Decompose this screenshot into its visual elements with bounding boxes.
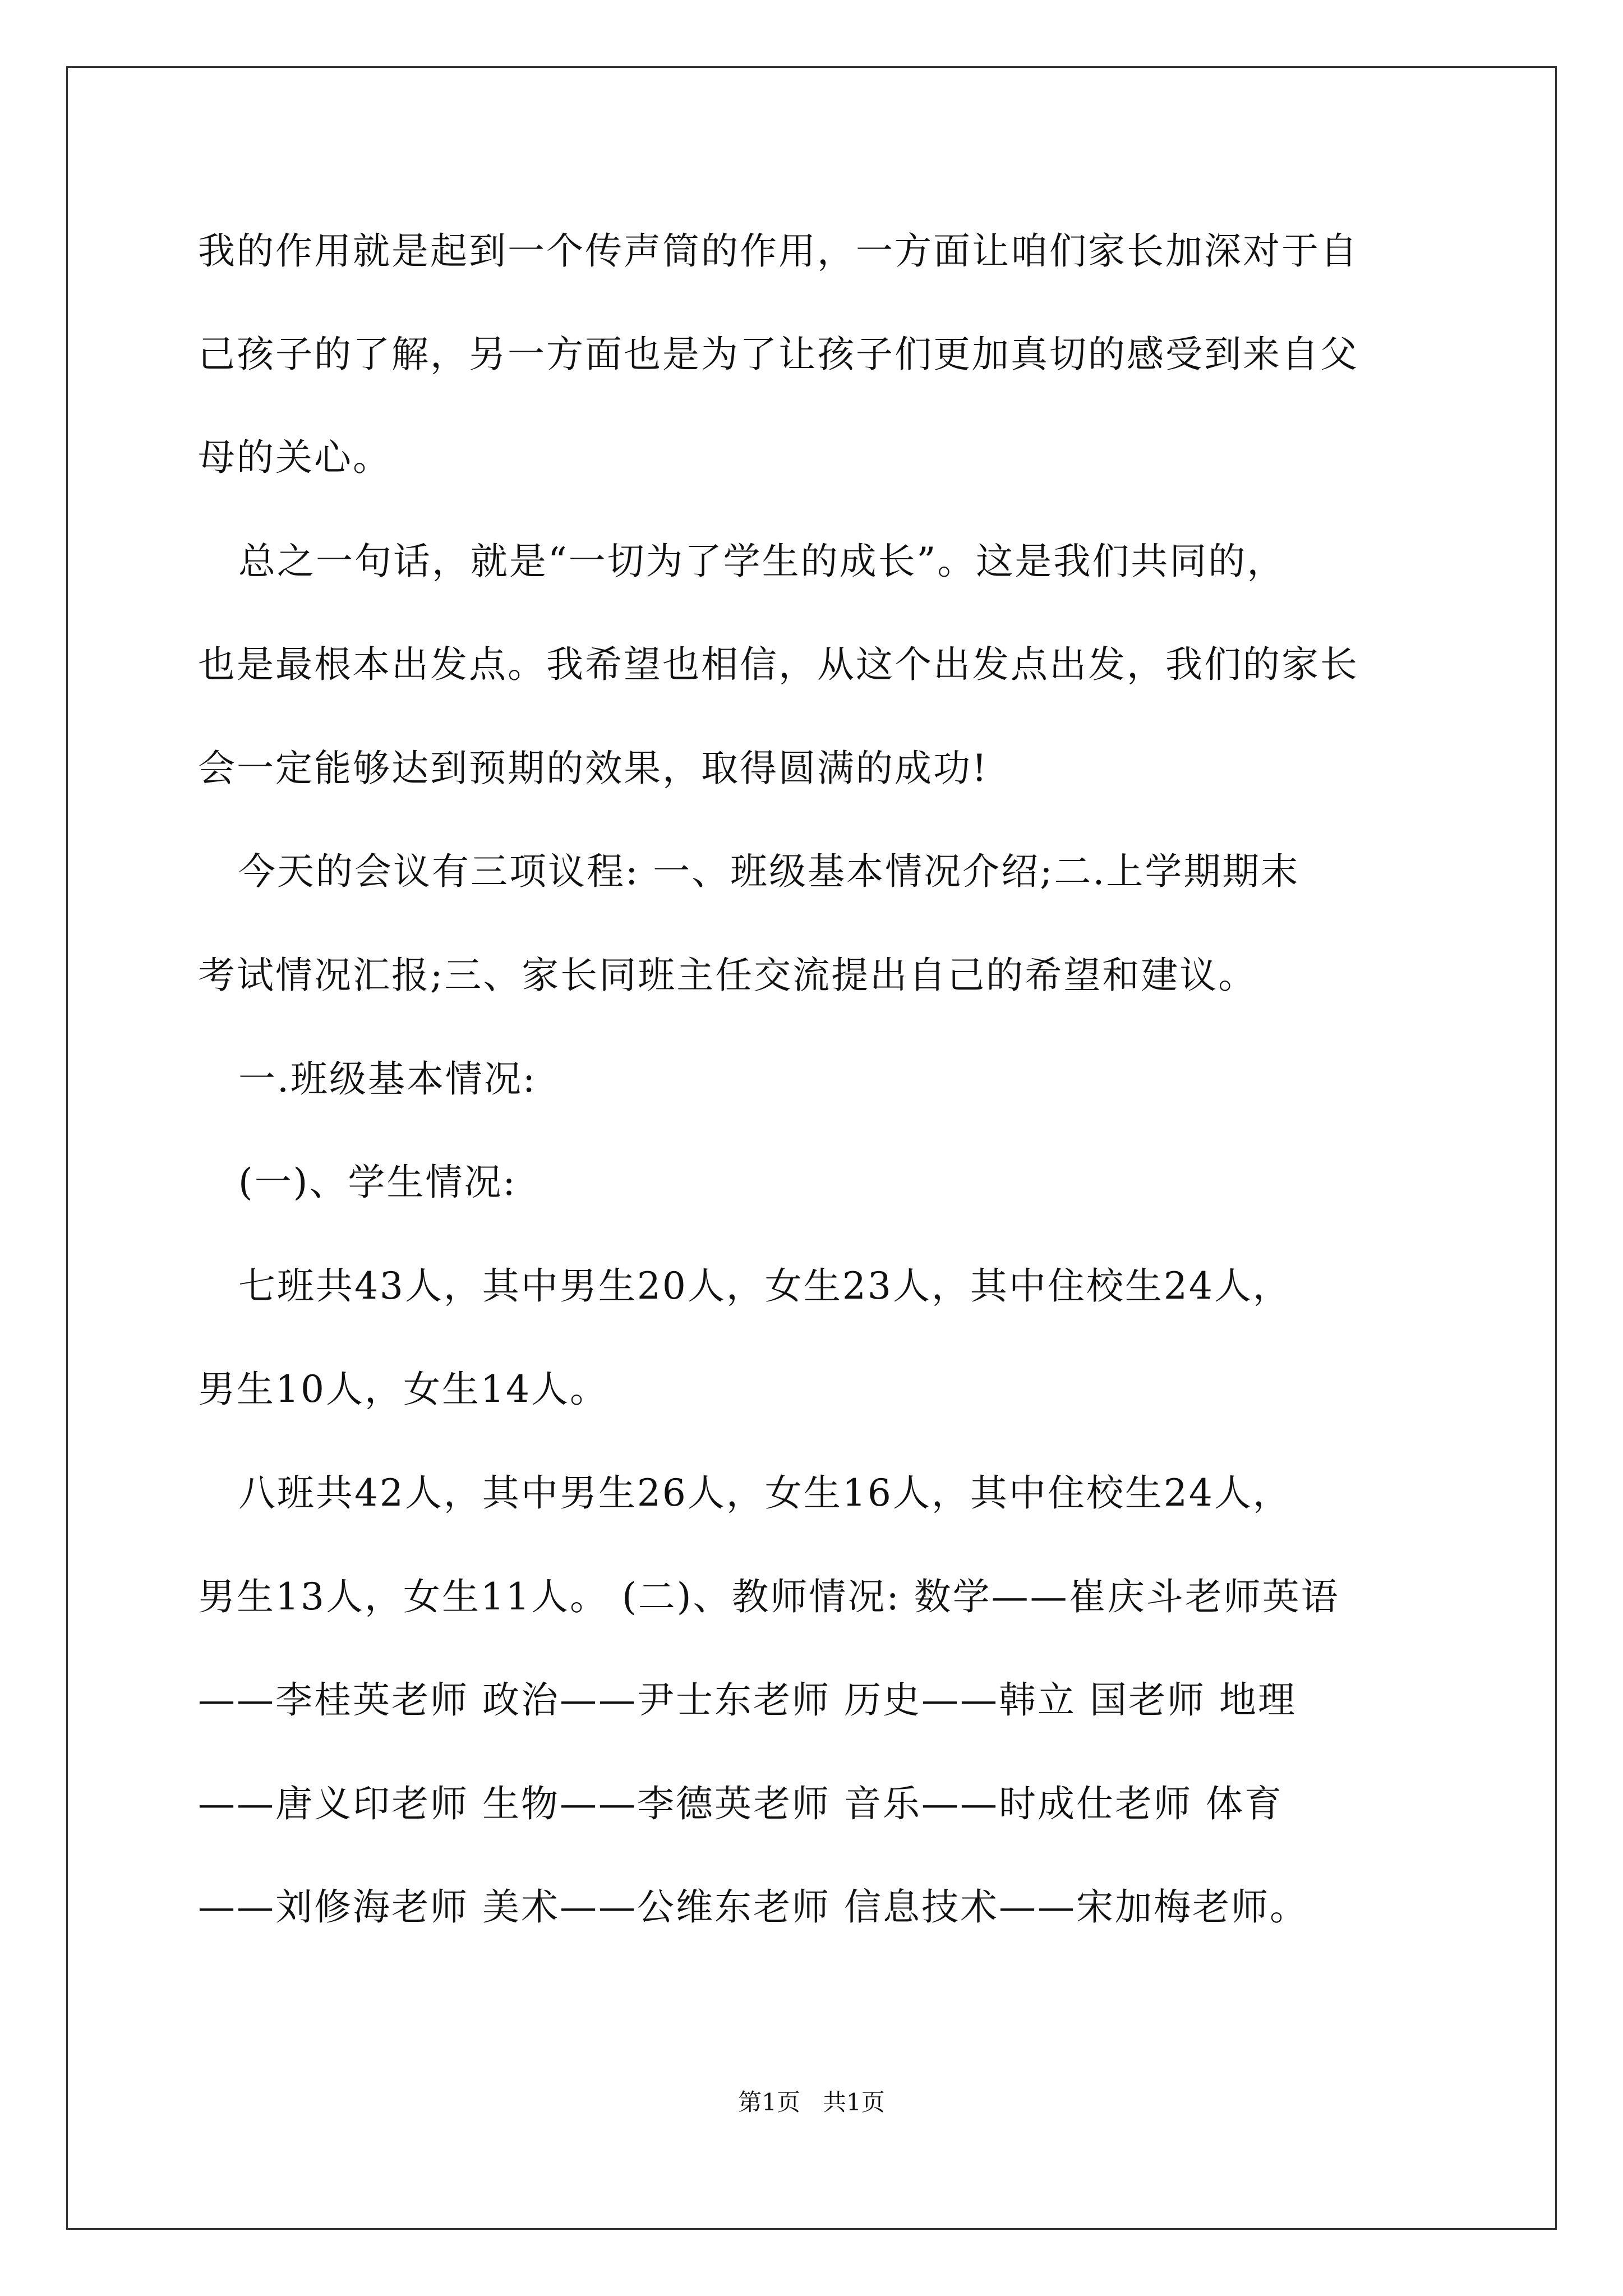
paragraph-line: 母的关心。 — [198, 436, 391, 479]
paragraph-line: 男生10人，女生14人。 — [198, 1368, 608, 1411]
paragraph-line: ——刘修海老师 美术——公维东老师 信息技术——宋加梅老师。 — [198, 1885, 1308, 1929]
paragraph-line: 总之一句话，就是“一切为了学生的成长”。这是我们共同的， — [198, 540, 1286, 583]
paragraph-line: ——李桂英老师 政治——尹士东老师 历史——韩立 国老师 地理 — [198, 1678, 1297, 1722]
paragraph-line: 今天的会议有三项议程: 一、班级基本情况介绍;二.上学期期末 — [198, 850, 1300, 893]
paragraph-line: 也是最根本出发点。我希望也相信，从这个出发点出发，我们的家长 — [198, 643, 1359, 686]
paragraph-line: 考试情况汇报;三、家长同班主任交流提出自己的希望和建议。 — [198, 954, 1257, 997]
page-footer: 第1页 共1页 — [738, 2088, 885, 2116]
paragraph-line: 八班共42人，其中男生26人，女生16人，其中住校生24人， — [198, 1471, 1292, 1515]
subsection-heading: (一)、学生情况: — [198, 1161, 517, 1204]
paragraph-line: ——唐义印老师 生物——李德英老师 音乐——时成仕老师 体育 — [198, 1782, 1283, 1825]
paragraph-line: 七班共43人，其中男生20人，女生23人，其中住校生24人， — [198, 1264, 1292, 1308]
paragraph-line: 我的作用就是起到一个传声筒的作用，一方面让咱们家长加深对于自 — [198, 229, 1359, 273]
paragraph-line: 会一定能够达到预期的效果，取得圆满的成功! — [198, 747, 989, 790]
paragraph-line: 男生13人，女生11人。 (二)、教师情况: 数学——崔庆斗老师英语 — [198, 1575, 1340, 1618]
section-heading: 一.班级基本情况: — [198, 1057, 537, 1101]
paragraph-line: 己孩子的了解，另一方面也是为了让孩子们更加真切的感受到来自父 — [198, 333, 1359, 376]
